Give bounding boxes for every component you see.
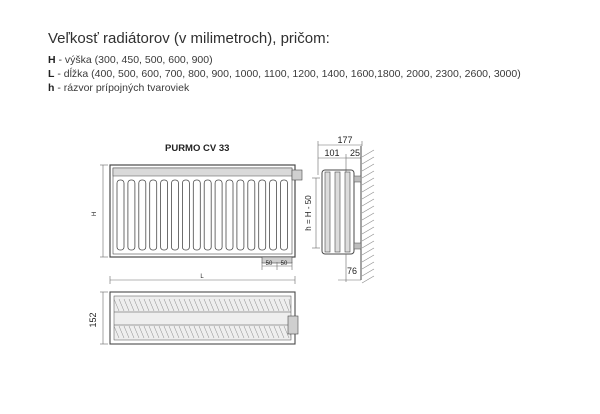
- side-view: [322, 170, 361, 254]
- page-title: Veľkosť radiátorov (v milimetroch), pričom:: [48, 30, 330, 47]
- panel-channel: [237, 180, 244, 250]
- connection-spacing-label: h = H - 50: [304, 195, 313, 231]
- panel-channel: [248, 180, 255, 250]
- panel-channel: [281, 180, 288, 250]
- panel-channel: [193, 180, 200, 250]
- length-label: L: [200, 274, 204, 280]
- legend-text: - rázvor prípojných tvaroviek: [54, 82, 190, 94]
- panel-channel: [139, 180, 146, 250]
- panel-channel: [172, 180, 179, 250]
- front-panel-outline: [110, 165, 295, 257]
- side-depth-b: 25: [349, 148, 361, 158]
- connection-dim-b: 50: [280, 261, 288, 267]
- height-dimension: [100, 165, 108, 257]
- panel-channel: [182, 180, 189, 250]
- panel-channel: [226, 180, 233, 250]
- top-view-connection: [288, 316, 298, 334]
- top-grille: [113, 168, 292, 176]
- model-label: PURMO CV 33: [165, 143, 230, 154]
- panel-channel: [259, 180, 266, 250]
- panel-channel: [215, 180, 222, 250]
- top-view-depth-label: 152: [88, 312, 98, 328]
- legend-key: h: [48, 82, 55, 94]
- connection-spacing-dimension: [312, 178, 320, 248]
- panel-channel: [150, 180, 157, 250]
- top-view: [110, 292, 298, 344]
- panel-channel: [161, 180, 168, 250]
- legend-key: H: [48, 54, 56, 66]
- front-view: [110, 165, 302, 263]
- panel-channel: [128, 180, 135, 250]
- depth-dimension-top: [100, 292, 108, 344]
- wall-bracket-top: [354, 176, 361, 182]
- wall: [361, 146, 375, 283]
- connection-dim-a: 50: [265, 261, 273, 267]
- panel-channel: [270, 180, 277, 250]
- side-depth-a: 101: [324, 148, 340, 158]
- panel-channel: [117, 180, 124, 250]
- top-connection: [292, 170, 302, 180]
- legend-text: - dĺžka (400, 500, 600, 700, 800, 900, 1000, 1100, 1200, 1400, 1600,1800, 2000, 2300, 2600, 3000): [54, 68, 521, 80]
- side-panel-3: [345, 172, 350, 252]
- height-label: H: [92, 211, 98, 217]
- legend-key: L: [48, 68, 55, 80]
- panel-channels: [117, 180, 288, 250]
- side-total-depth: 177: [337, 135, 353, 145]
- side-panel-1: [325, 172, 330, 252]
- legend-text: - výška (300, 450, 500, 600, 900): [55, 54, 213, 66]
- bottom-offset-label: 76: [346, 266, 358, 276]
- wall-bracket-bottom: [354, 243, 361, 249]
- side-panel-2: [335, 172, 340, 252]
- panel-channel: [204, 180, 211, 250]
